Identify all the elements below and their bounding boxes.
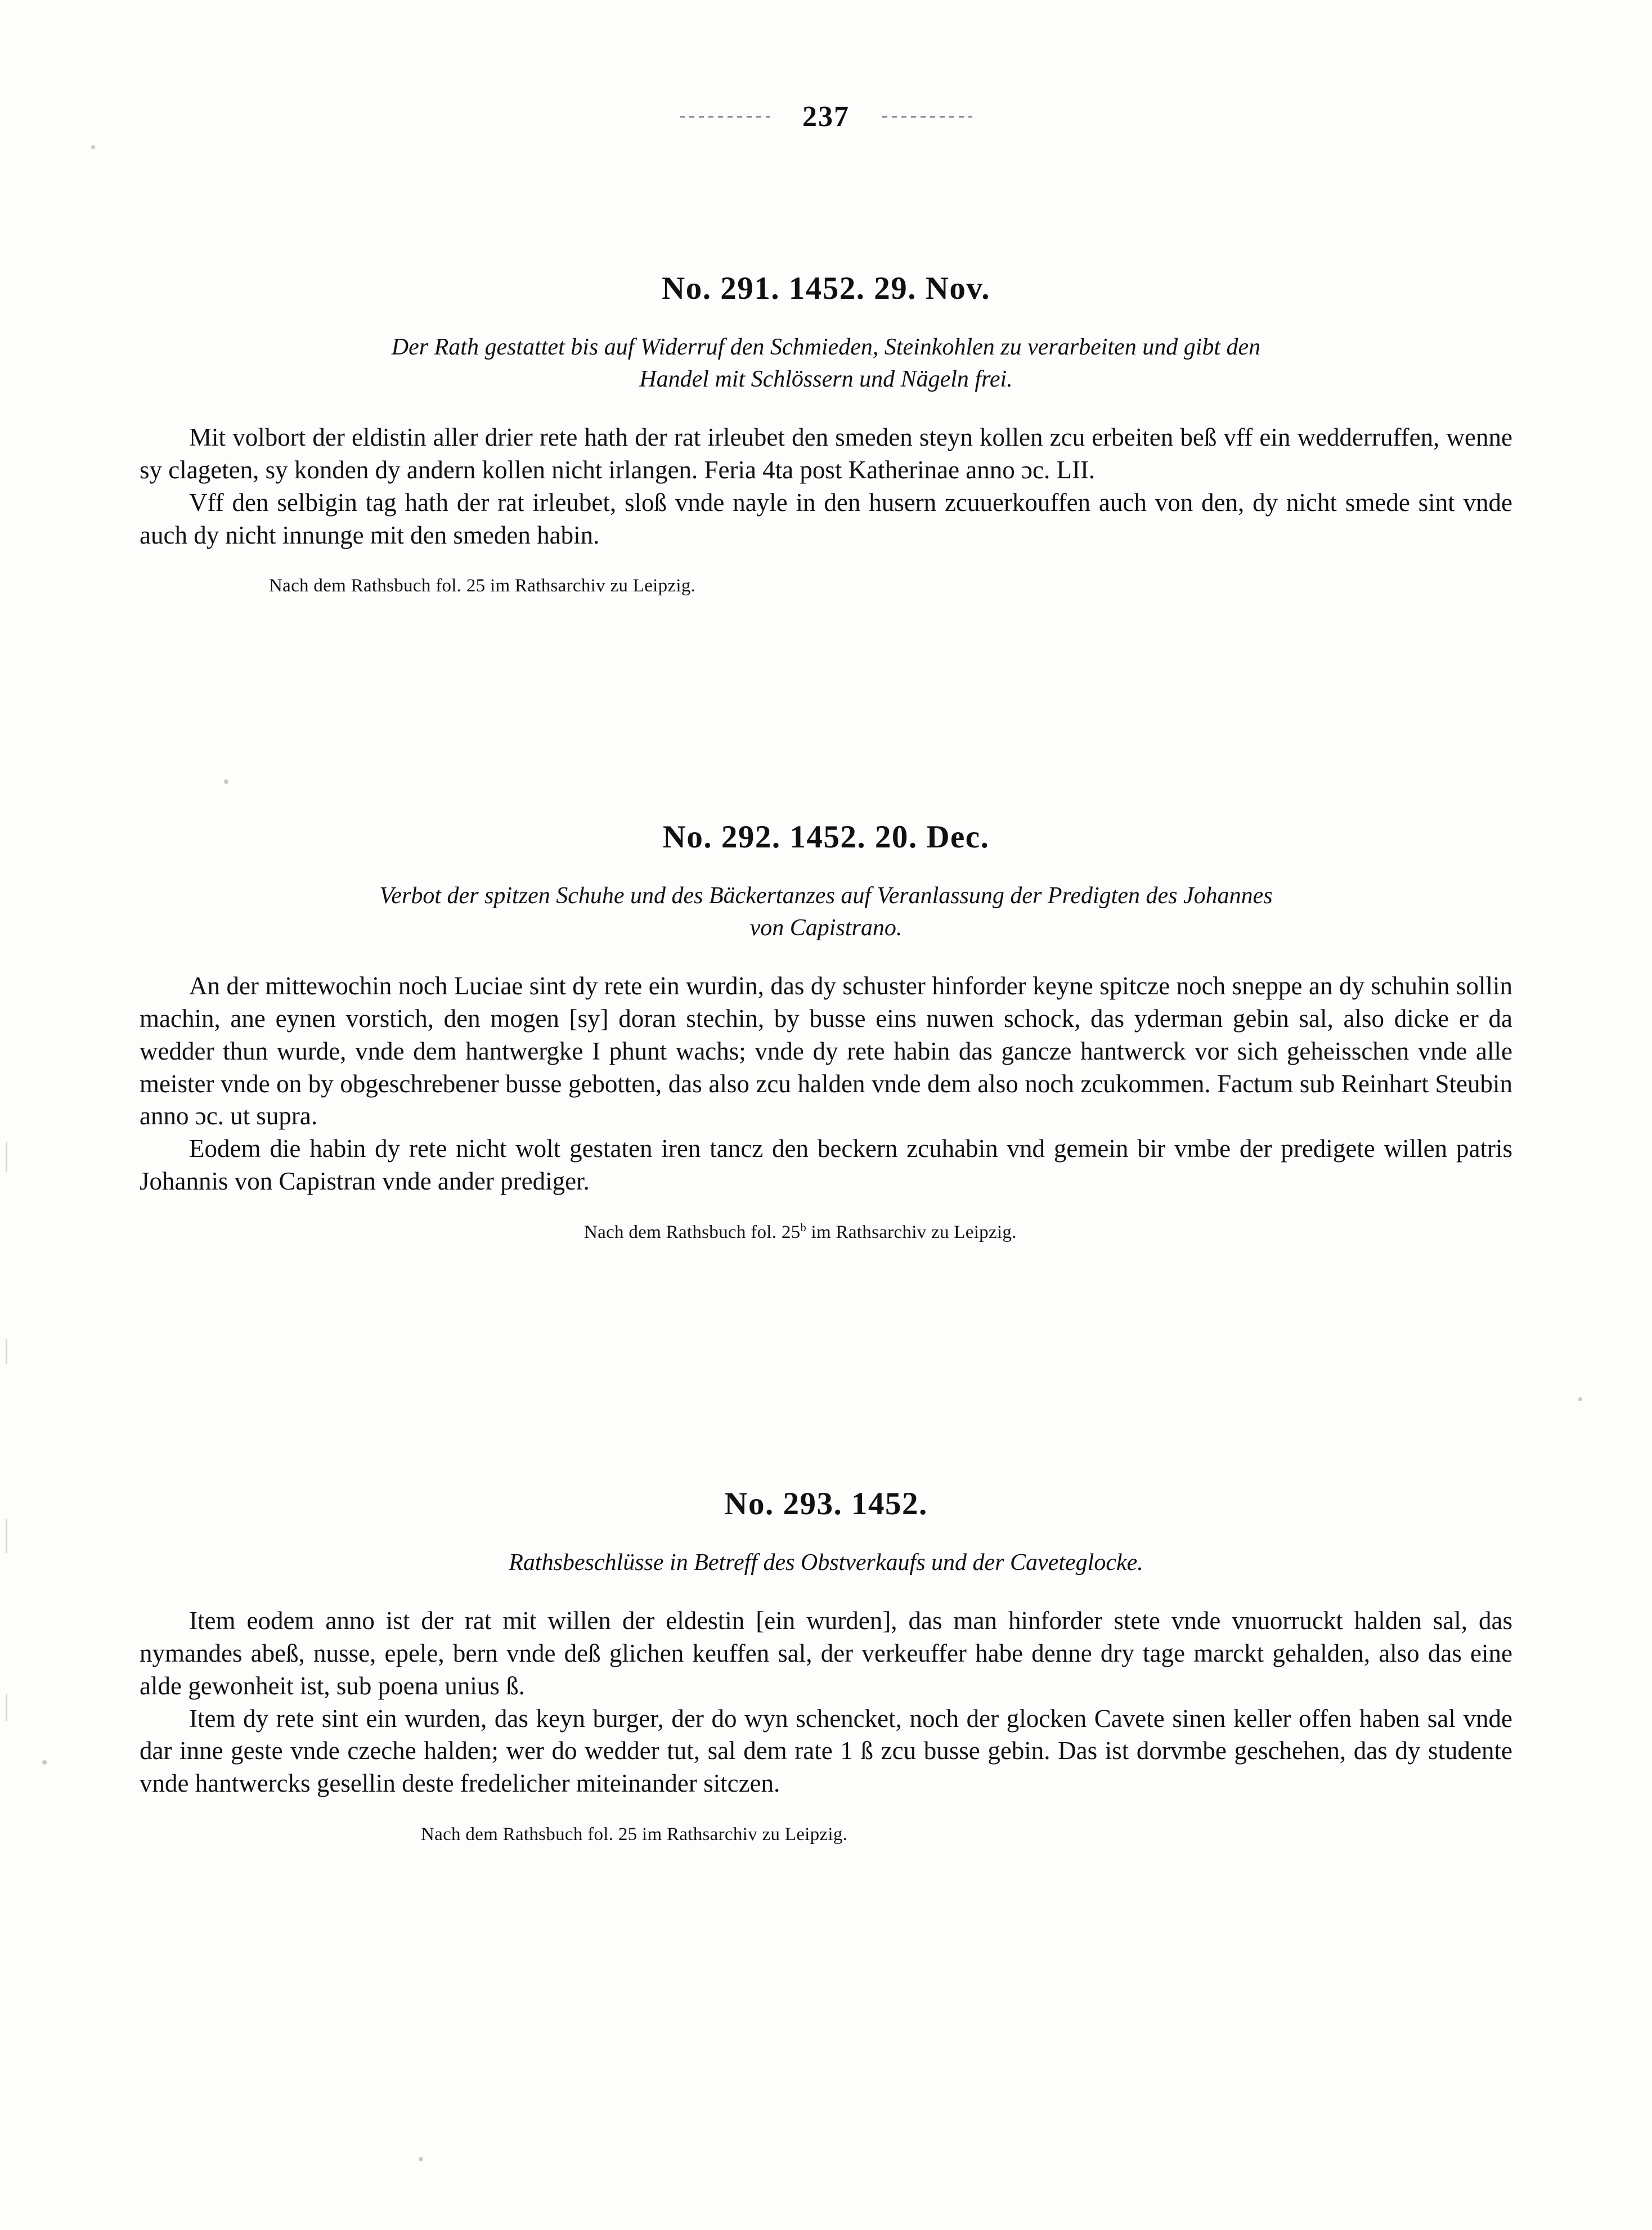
subtitle-line: Verbot der spitzen Schuhe und des Bäckertanzes auf Veranlassung der Predigten des Johannes xyxy=(379,883,1273,909)
section-subtitle xyxy=(134,331,1518,396)
section-subtitle xyxy=(134,880,1518,944)
document-section-293 xyxy=(0,1486,1652,1847)
page-number: 237 xyxy=(802,101,850,133)
scan-speck xyxy=(224,779,228,784)
header-rule-right xyxy=(882,116,972,118)
subtitle-line: Handel mit Schlössern und Nägeln frei. xyxy=(639,366,1013,393)
document-section-291 xyxy=(0,270,1652,598)
scan-edge-mark xyxy=(6,1339,7,1364)
section-body xyxy=(140,421,1512,551)
body-paragraph: Mit volbort der eldistin aller drier rete hath der rat irleubet den smeden steyn kollen zcu erbeiten beß vff ein wedderruffen, wenne sy clageten, sy konden dy andern kollen nicht irlangen. Feria 4ta post Katherinae anno ɔc. LII. xyxy=(140,423,1512,484)
source-note: Nach dem Rathsbuch fol. 25 im Rathsarchiv zu Leipzig. xyxy=(269,576,696,596)
header-rule-left xyxy=(680,116,770,118)
subtitle-line: von Capistrano. xyxy=(749,915,903,941)
scan-speck xyxy=(419,2157,423,2161)
section-title: No. 291. 1452. 29. Nov. xyxy=(662,271,990,306)
source-note xyxy=(140,1221,1512,1245)
subtitle-line: Der Rath gestattet bis auf Widerruf den Schmieden, Steinkohlen zu verarbeiten und gibt den xyxy=(391,334,1261,360)
source-note-prefix: Nach dem Rathsbuch fol. 25 xyxy=(584,1222,801,1242)
section-body xyxy=(140,1605,1512,1800)
scan-speck xyxy=(91,145,95,149)
source-note: Nach dem Rathsbuch fol. 25 im Rathsarchiv zu Leipzig. xyxy=(421,1824,848,1845)
source-note-suffix: im Rathsarchiv zu Leipzig. xyxy=(806,1222,1017,1242)
section-subtitle xyxy=(134,1547,1518,1579)
body-paragraph: Item eodem anno ist der rat mit willen der eldestin [ein wurden], das man hinforder stete vnde vnuorruckt halden sal, das nymandes abeß, nusse, epele, bern vnde deß glichen keuffen sal, der verkeuffer habe denne dry tage marckt gehalden, also das eine alde gewonheit ist, sub poena unius ß. xyxy=(140,1607,1512,1700)
running-head xyxy=(0,100,1652,133)
body-paragraph: Vff den selbigin tag hath der rat irleubet, sloß vnde nayle in den husern zcuuerkouffen auch von den, dy nicht smede sint vnde auch dy nicht innunge mit den smeden habin. xyxy=(140,488,1512,549)
body-paragraph: An der mittewochin noch Luciae sint dy rete ein wurdin, das dy schuster hinforder keyne spitcze noch sneppe an dy schuhin sollin machin, ane eynen vorstich, den mogen [sy] doran stechin, by busse eins nuwen schock, das yderman gebin sal, also dicke er da wedder thun wurde, vnde dem hantwergke I phunt wachs; vnde dy rete habin das gancze hantwerck vor sich geheisschen vnde alle meister vnde on by obgeschrebener busse gebotten, das also zcu halden vnde dem also noch zcukommen. Factum sub Reinhart Steubin anno ɔc. ut supra. xyxy=(140,972,1512,1130)
document-section-292 xyxy=(0,819,1652,1245)
subtitle-line: Rathsbeschlüsse in Betreff des Obstverkaufs und der Caveteglocke. xyxy=(509,1550,1143,1576)
section-title: No. 293. 1452. xyxy=(724,1486,928,1522)
scan-speck xyxy=(1578,1397,1582,1401)
body-paragraph: Item dy rete sint ein wurden, das keyn burger, der do wyn schencket, noch der glocken Cavete sinen keller offen haben sal vnde dar inne geste vnde czeche halden; wer do wedder tut, sal dem rate 1 ß zcu busse gebin. Das ist dorvmbe geschehen, das dy studente vnde hantwercks gesellin deste fredelicher miteinander sitczen. xyxy=(140,1704,1512,1798)
source-folio-superscript: b xyxy=(800,1221,806,1234)
section-body xyxy=(140,970,1512,1198)
body-paragraph: Eodem die habin dy rete nicht wolt gestaten iren tancz den beckern zcuhabin vnd gemein bir vmbe der predigete willen patris Johannis von Capistran vnde ander prediger. xyxy=(140,1134,1512,1196)
section-title: No. 292. 1452. 20. Dec. xyxy=(662,819,990,855)
